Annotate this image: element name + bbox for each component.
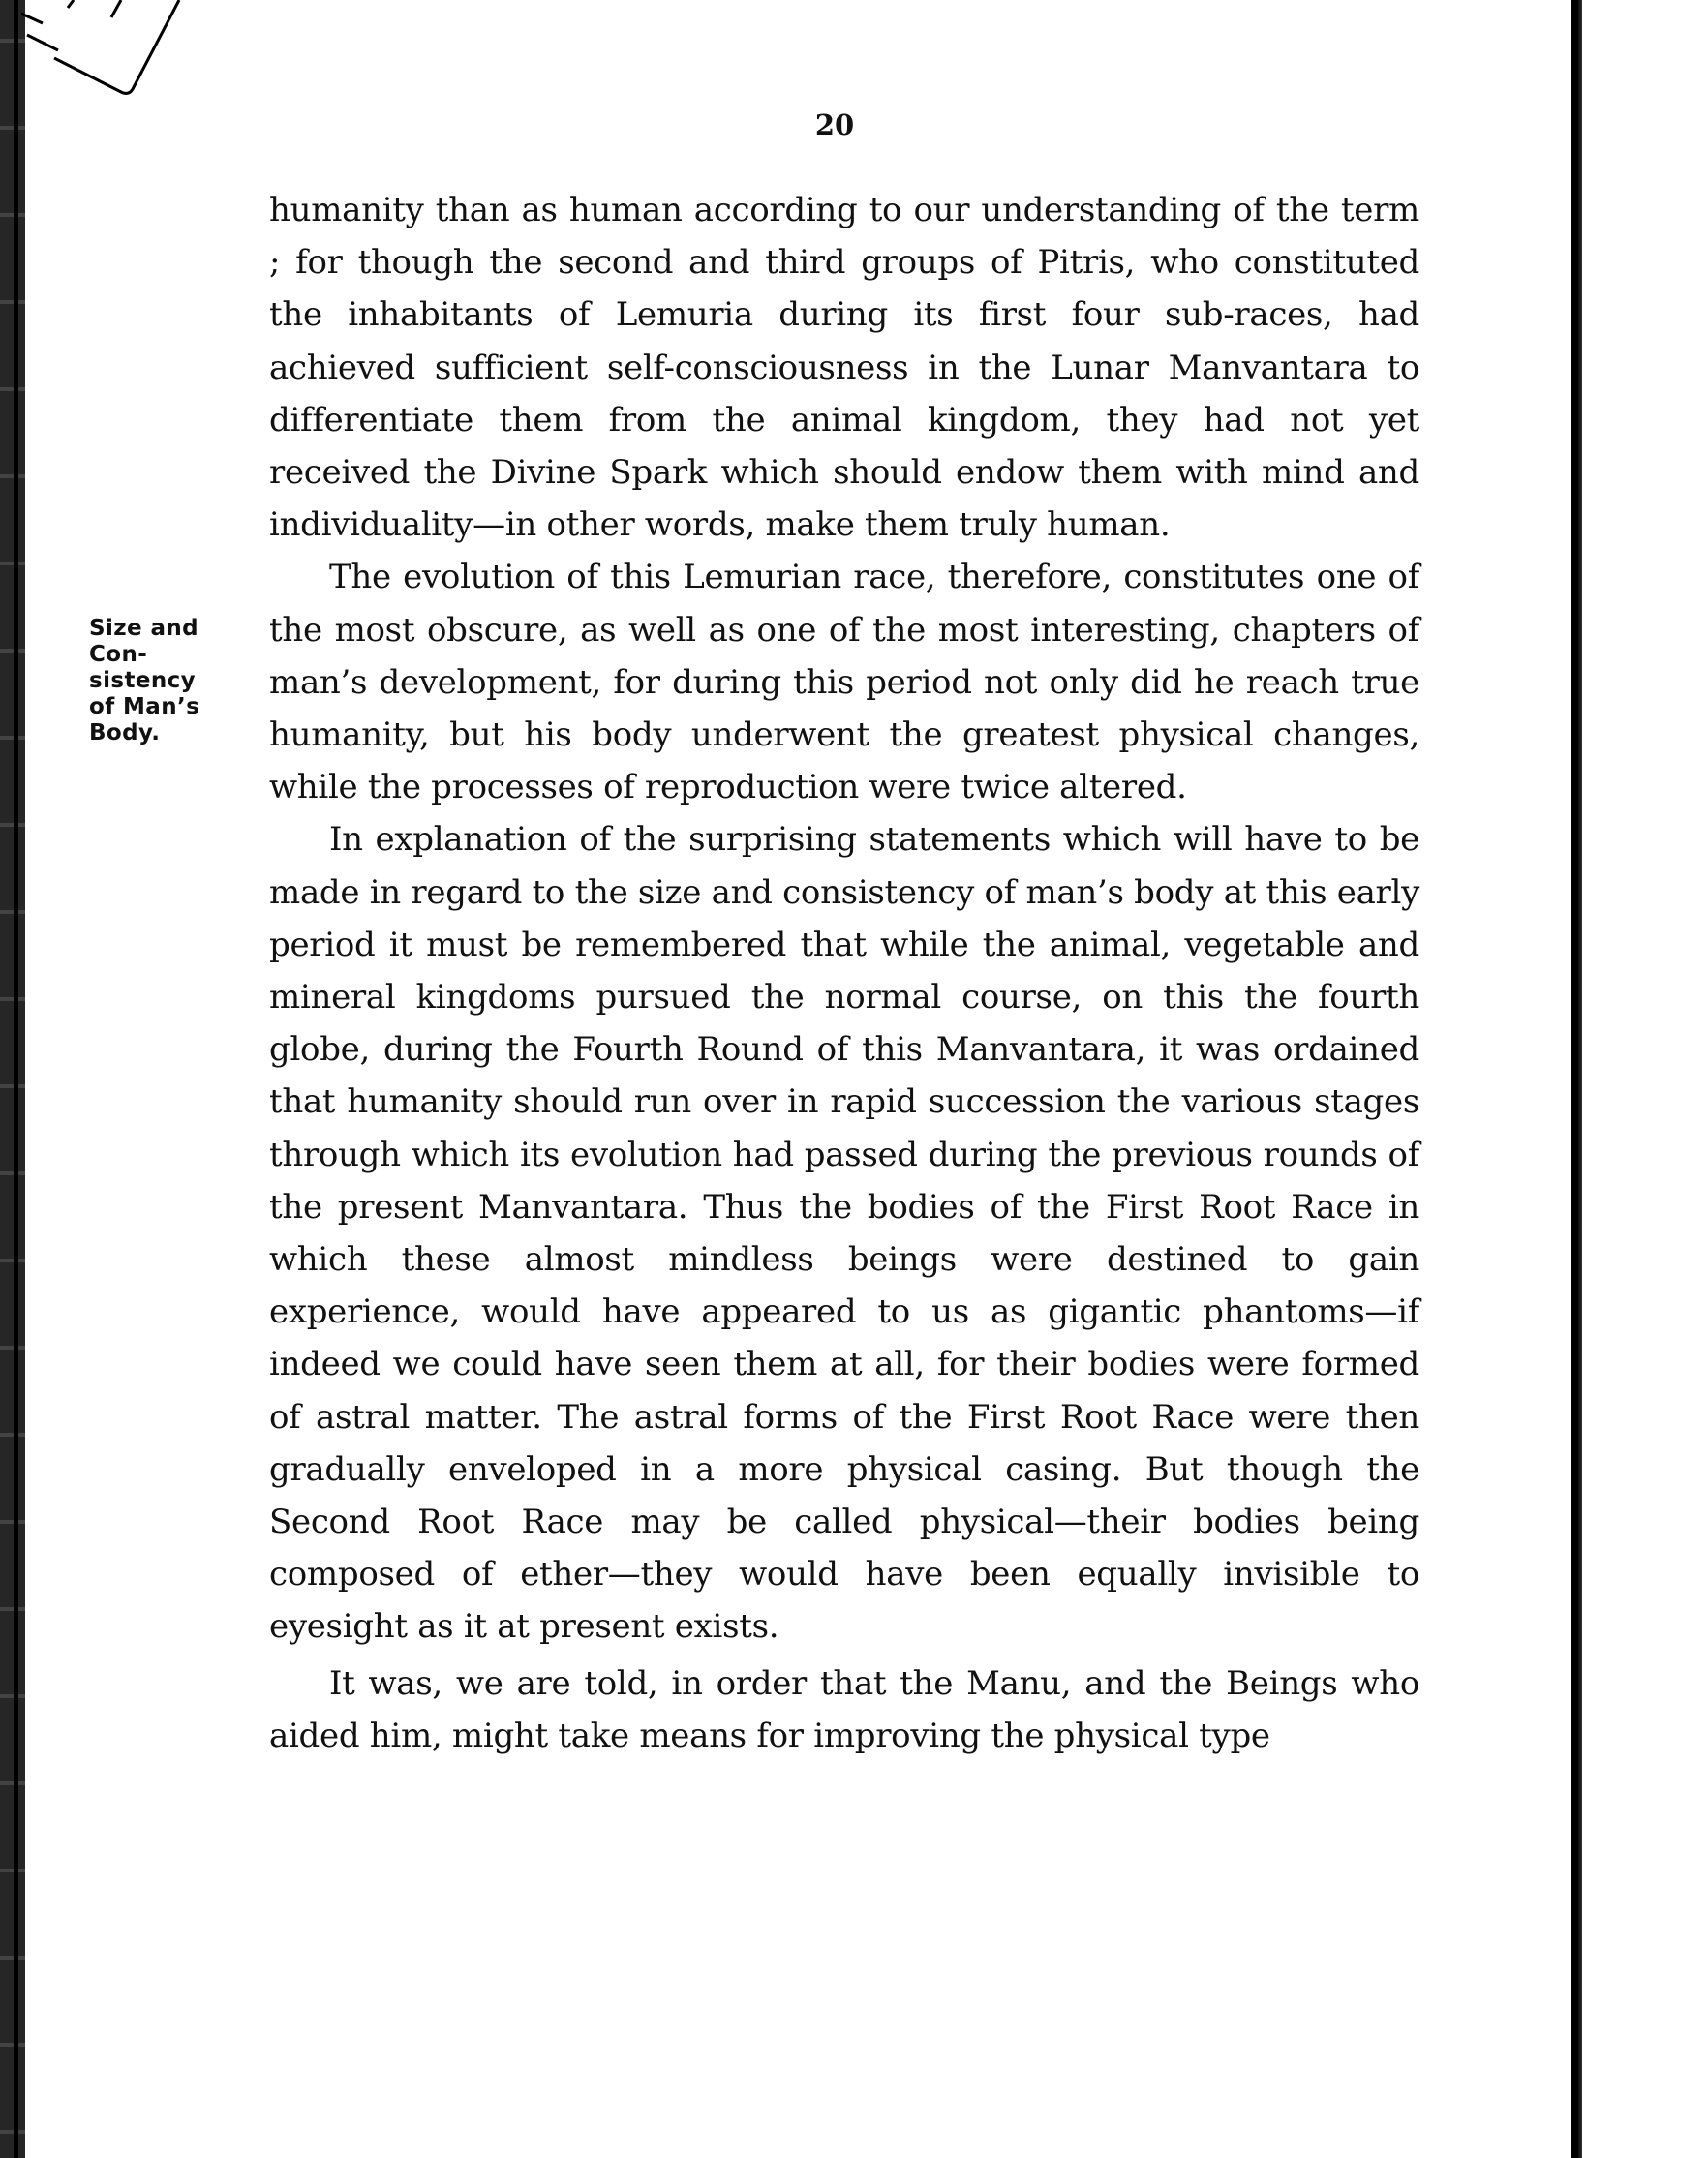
sidenote-line: of Man’s xyxy=(89,694,200,719)
page-number xyxy=(0,108,1708,141)
sidenote-line: Body. xyxy=(89,720,161,745)
paragraph: The evolution of this Lemurian race, therefore, constitutes one of the most obscure, as well as one of the most interesting, chapters of man’s development, for during this period not only did he reach true humanity, but his body underwent the greatest physical changes, while the processes of reproduction were twice altered. xyxy=(269,558,1419,807)
paragraph: humanity than as human according to our understanding of the term ; for though the second and third groups of Pitris, who constituted the inhabitants of Lemuria during its first four sub-races, had achieved sufficient self-consciousness in the Lunar Manvantara to differentiate them from the animal kingdom, they had not yet received the Divine Spark which should endow them with mind and individuality—in other words, make them truly human. xyxy=(269,191,1419,545)
pencil-mark-icon xyxy=(0,0,194,116)
page-number-text: 20 xyxy=(814,108,855,141)
margin-sidenote xyxy=(89,616,225,746)
scan-border-left xyxy=(0,0,25,2158)
sidenote-line: sistency xyxy=(89,668,197,693)
paragraph: In explanation of the surprising statements which will have to be made in regard to the size and consistency of man’s body at this early period it must be remembered that while the animal, vegetable and mineral kingdoms pursued the normal course, on this the fourth globe, during the Fourth Round of this Manvantara, it was ordained that humanity should run over in rapid succession the various stages through which its evolution had passed during the previous rounds of the present Manvantara. Thus the bodies of the First Root Race in which these almost mindless beings were destined to gain experience, would have appeared to us as gigantic phantoms—if indeed we could have seen them at all, for their bodies were formed of astral matter. The astral forms of the First Root Race were then gradually enveloped in a more physical casing. But though the Second Root Race may be called physical—their bodies being composed of ether—they would have been equally invisible to eyesight as it at present exists. xyxy=(269,820,1419,1647)
scan-border-right xyxy=(1571,0,1582,2158)
paragraph: It was, we are told, in order that the Manu, and the Beings who aided him, might take means for improving the physical type xyxy=(269,1663,1419,1755)
scan-border-left-line xyxy=(14,0,18,2158)
sidenote-line: Size and xyxy=(89,616,199,641)
body-text xyxy=(269,184,1419,1762)
sidenote-line: Con- xyxy=(89,642,148,667)
